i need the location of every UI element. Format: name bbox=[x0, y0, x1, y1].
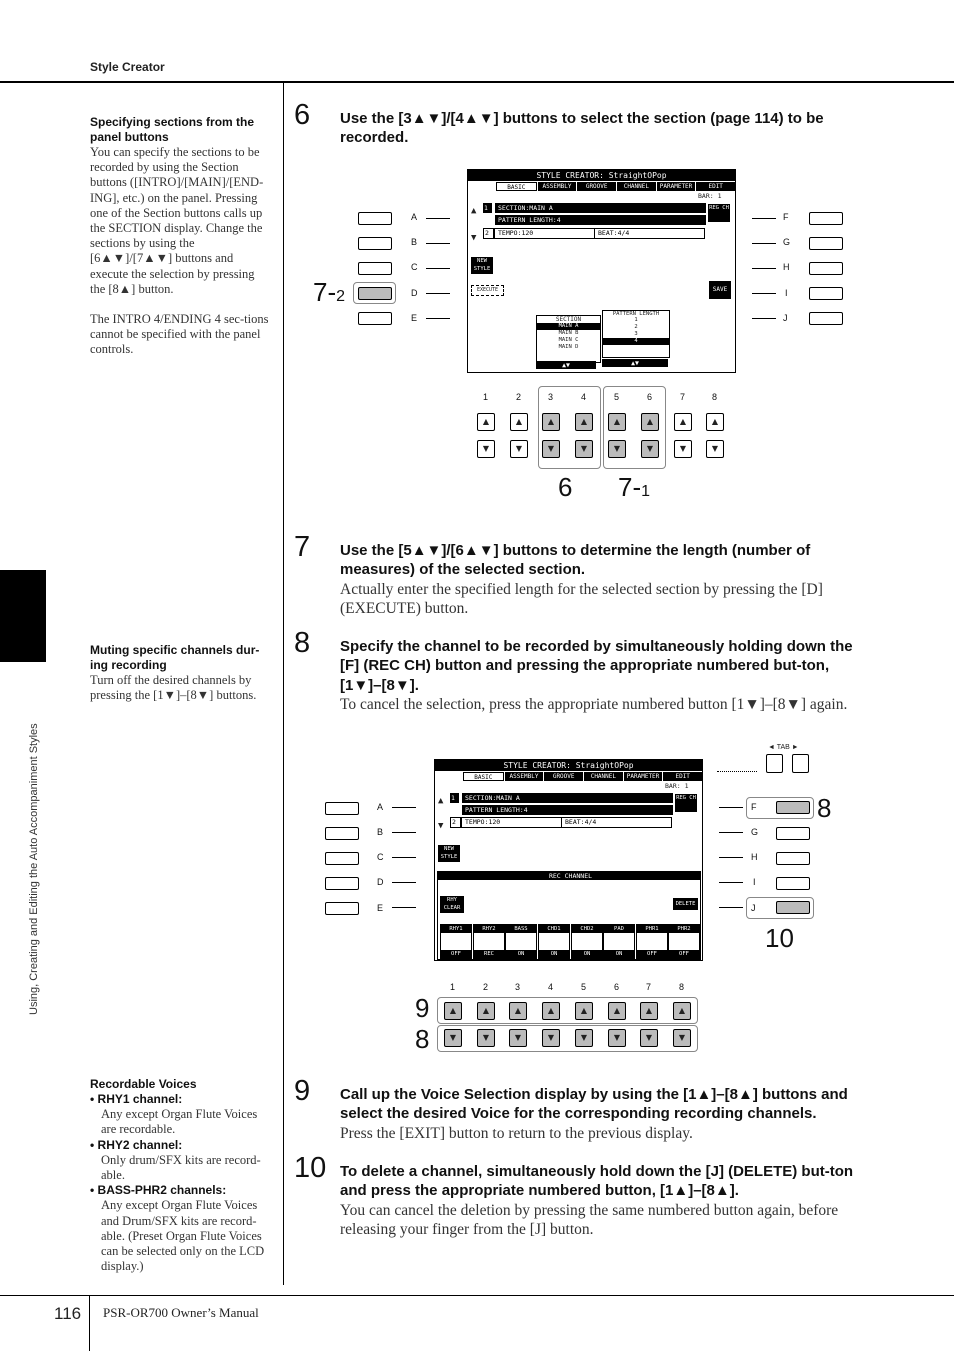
list-item[interactable]: 4 bbox=[603, 338, 669, 345]
button-g[interactable] bbox=[809, 237, 843, 250]
button-f[interactable] bbox=[809, 212, 843, 225]
tick bbox=[426, 243, 450, 244]
button-h[interactable] bbox=[809, 262, 843, 275]
list-item[interactable]: MAIN A bbox=[537, 323, 600, 330]
beat-field[interactable]: BEAT:4/4 bbox=[594, 228, 705, 239]
tick bbox=[426, 318, 450, 319]
pattern-length-field[interactable]: PATTERN LENGTH:4 bbox=[462, 805, 673, 815]
button-8-down[interactable]: ▼ bbox=[706, 440, 724, 458]
channel-rhy2[interactable]: RHY2 REC bbox=[473, 924, 505, 959]
new-style-button[interactable]: NEW STYLE bbox=[471, 257, 493, 274]
number-label: 1 bbox=[483, 392, 489, 402]
button-j[interactable] bbox=[776, 901, 810, 914]
tick bbox=[719, 807, 743, 808]
button-7-down[interactable]: ▼ bbox=[640, 1029, 658, 1047]
list-item[interactable]: 3 bbox=[634, 331, 638, 337]
label-e: E bbox=[377, 903, 384, 913]
number-label: 1 bbox=[450, 982, 456, 992]
step-number: 10 bbox=[294, 1152, 327, 1184]
button-1-down[interactable]: ▼ bbox=[477, 440, 495, 458]
footer-rule bbox=[0, 1295, 954, 1296]
button-h[interactable] bbox=[776, 852, 810, 865]
pattern-length-field[interactable]: PATTERN LENGTH:4 bbox=[495, 215, 706, 225]
down-arrow-icon: ▼ bbox=[471, 233, 477, 243]
label-d: D bbox=[377, 877, 384, 887]
button-e[interactable] bbox=[358, 312, 392, 325]
tick bbox=[392, 907, 416, 908]
tick bbox=[752, 243, 776, 244]
tick bbox=[752, 293, 776, 294]
callout-10: 10 bbox=[765, 923, 794, 953]
button-b[interactable] bbox=[325, 827, 359, 840]
section-list bbox=[536, 315, 601, 363]
button-a[interactable] bbox=[358, 212, 392, 225]
button-7-up[interactable]: ▲ bbox=[640, 1002, 658, 1020]
tab-basic[interactable]: BASIC bbox=[496, 182, 537, 191]
button-6-down[interactable]: ▼ bbox=[641, 440, 659, 458]
tab-channel[interactable]: CHANNEL bbox=[617, 182, 656, 191]
tab-edit[interactable]: EDIT bbox=[696, 182, 735, 191]
number-label: 3 bbox=[548, 392, 554, 402]
button-4-down[interactable]: ▼ bbox=[575, 440, 593, 458]
button-5-up[interactable]: ▲ bbox=[608, 413, 626, 431]
number-label: 5 bbox=[614, 392, 620, 402]
button-3-down[interactable]: ▼ bbox=[542, 440, 560, 458]
button-c[interactable] bbox=[358, 262, 392, 275]
button-5-down[interactable]: ▼ bbox=[575, 1029, 593, 1047]
section-list-title: SECTION bbox=[555, 316, 582, 323]
button-4-up[interactable]: ▲ bbox=[542, 1002, 560, 1020]
label-b: B bbox=[411, 237, 418, 247]
button-2-down[interactable]: ▼ bbox=[477, 1029, 495, 1047]
lcd-tab-bar bbox=[496, 182, 735, 191]
tick bbox=[392, 807, 416, 808]
side-note-recordable-voices bbox=[90, 1077, 272, 1274]
tick bbox=[426, 218, 450, 219]
section-field[interactable]: SECTION:MAIN A bbox=[462, 793, 673, 803]
button-e[interactable] bbox=[325, 902, 359, 915]
label-h: H bbox=[751, 852, 758, 862]
list-item[interactable]: 1 bbox=[634, 317, 638, 323]
button-d-highlight bbox=[353, 282, 396, 304]
step-number: 7 bbox=[294, 531, 311, 563]
list-item[interactable]: MAIN D bbox=[558, 344, 579, 350]
number-label: 5 bbox=[581, 982, 587, 992]
channel-phr2[interactable]: PHR2 OFF bbox=[668, 924, 700, 959]
list-item: • BASS-PHR2 channels: Any except Organ Flute Voices and Drum/SFX kits are record-able. (Preset Organ Flute Voices can be selected only on the LCD display.) bbox=[90, 1183, 265, 1274]
tick bbox=[392, 882, 416, 883]
row-number: 1 bbox=[450, 793, 459, 803]
lcd-title: STYLE CREATOR: StraightOPop bbox=[435, 760, 702, 771]
number-label: 2 bbox=[483, 982, 489, 992]
bar-counter: BAR: 1 bbox=[665, 782, 689, 790]
step-6: Use the [3▲▼]/[4▲▼] buttons to select the section (page 114) to be recorded. bbox=[340, 110, 824, 147]
note-body: Turn off the desired channels by pressing the [1▼]–[8▼] buttons. bbox=[90, 673, 257, 703]
step-7: Use the [5▲▼]/[6▲▼] buttons to determine the length (number of measures) of the selected section. Actually enter the specified length for the selected section by pressing the [D] (EXECUTE) button. bbox=[340, 542, 823, 617]
tab-edit[interactable]: EDIT bbox=[663, 772, 702, 781]
button-4-down[interactable]: ▼ bbox=[542, 1029, 560, 1047]
label-g: G bbox=[783, 237, 791, 247]
number-label: 2 bbox=[516, 392, 522, 402]
label-i: I bbox=[753, 877, 756, 887]
number-label: 6 bbox=[614, 982, 620, 992]
note-title: Specifying sections from the panel buttons bbox=[90, 115, 255, 144]
callout-7-2: 7-2 bbox=[313, 277, 346, 307]
reg-ch-button[interactable]: REG CH bbox=[675, 794, 697, 812]
button-5-down[interactable]: ▼ bbox=[608, 440, 626, 458]
number-label: 8 bbox=[712, 392, 718, 402]
button-2-down[interactable]: ▼ bbox=[510, 440, 528, 458]
callout-8: 8 bbox=[817, 793, 832, 823]
tick bbox=[752, 218, 776, 219]
chapter-title-vertical: Using, Creating and Editing the Auto Accompaniment Styles bbox=[28, 723, 40, 1015]
button-8-up[interactable]: ▲ bbox=[673, 1002, 691, 1020]
tab-basic[interactable]: BASIC bbox=[463, 772, 504, 781]
pattern-scroll-arrows[interactable]: ▲▼ bbox=[602, 359, 668, 367]
button-1-down[interactable]: ▼ bbox=[444, 1029, 462, 1047]
pattern-length-list bbox=[602, 310, 670, 358]
list-item: • RHY2 channel: Only drum/SFX kits are record-able. bbox=[90, 1137, 261, 1183]
lcd-style-creator-basic bbox=[467, 169, 736, 373]
button-d[interactable] bbox=[325, 877, 359, 890]
lcd-title: STYLE CREATOR: StraightOPop bbox=[468, 170, 735, 181]
tick bbox=[719, 907, 743, 908]
button-2-up[interactable]: ▲ bbox=[477, 1002, 495, 1020]
page-number: 116 bbox=[54, 1304, 82, 1323]
number-label: 8 bbox=[679, 982, 685, 992]
side-note-muting bbox=[90, 643, 272, 703]
row-number: 2 bbox=[450, 817, 461, 828]
tab-assembly[interactable]: ASSEMBLY bbox=[505, 772, 544, 781]
up-arrow-icon: ▲ bbox=[438, 796, 444, 806]
section-scroll-arrows[interactable]: ▲▼ bbox=[536, 361, 596, 369]
number-label: 6 bbox=[647, 392, 653, 402]
row-number: 2 bbox=[483, 228, 494, 239]
note-body: You can specify the sections to be recorded by using the Section buttons ([INTRO]/[MAIN]/[END-ING], etc.) on the panel. Pressing one of the Section buttons calls up the SECTION display. Change the sections by using the [6▲▼]/[7▲▼] buttons and execute the selection by pressing the [8▲] button. bbox=[90, 145, 264, 296]
new-style-button[interactable]: NEW STYLE bbox=[438, 845, 460, 862]
reg-ch-button[interactable]: REG CH bbox=[708, 204, 730, 222]
button-2-up[interactable]: ▲ bbox=[510, 413, 528, 431]
tab-groove[interactable]: GROOVE bbox=[577, 182, 616, 191]
label-a: A bbox=[377, 802, 384, 812]
list-item[interactable]: MAIN C bbox=[558, 337, 579, 343]
channel-rhy1[interactable]: RHY1 OFF bbox=[440, 924, 472, 959]
button-1-up[interactable]: ▲ bbox=[444, 1002, 462, 1020]
button-7-up[interactable]: ▲ bbox=[674, 413, 692, 431]
label-a: A bbox=[411, 212, 418, 222]
running-header: Style Creator bbox=[90, 60, 165, 74]
manual-title: PSR-OR700 Owner’s Manual bbox=[103, 1305, 259, 1320]
channel-chd1[interactable]: CHD1 ON bbox=[538, 924, 570, 959]
tab-right-button[interactable] bbox=[792, 754, 809, 773]
button-8-down[interactable]: ▼ bbox=[673, 1029, 691, 1047]
tempo-field[interactable]: TEMPO:120 bbox=[494, 228, 597, 239]
dotted-leader bbox=[717, 771, 757, 772]
number-label: 7 bbox=[680, 392, 686, 402]
down-arrow-icon: ▼ bbox=[438, 821, 444, 831]
step-9: Call up the Voice Selection display by using the [1▲]–[8▲] buttons and select the desired Voice for the corresponding recording channels. Press the [EXIT] button to return to the previous display. bbox=[340, 1086, 848, 1142]
save-button[interactable]: SAVE bbox=[709, 281, 731, 299]
number-label: 4 bbox=[548, 982, 554, 992]
step-8: Specify the channel to be recorded by simultaneously holding down the [F] (REC CH) button and pressing the appropriate numbered but-ton, [1▼]–[8▼]. To cancel the selection, press the appropriate numbered button [1▼]–[8▼] again. bbox=[340, 638, 853, 713]
label-h: H bbox=[783, 262, 790, 272]
rec-channel-title: REC CHANNEL bbox=[438, 872, 700, 880]
button-5-up[interactable]: ▲ bbox=[575, 1002, 593, 1020]
label-f: F bbox=[783, 212, 789, 222]
chapter-tab bbox=[0, 570, 46, 662]
tick bbox=[719, 882, 743, 883]
button-i[interactable] bbox=[809, 287, 843, 300]
button-1-up[interactable]: ▲ bbox=[477, 413, 495, 431]
callout-8-down: 8 bbox=[415, 1024, 430, 1054]
tick bbox=[426, 268, 450, 269]
button-a[interactable] bbox=[325, 802, 359, 815]
button-6-up[interactable]: ▲ bbox=[641, 413, 659, 431]
button-6-down[interactable]: ▼ bbox=[608, 1029, 626, 1047]
number-label: 3 bbox=[515, 982, 521, 992]
label-j: J bbox=[751, 903, 756, 913]
button-3-up[interactable]: ▲ bbox=[509, 1002, 527, 1020]
note-title: Recordable Voices bbox=[90, 1077, 197, 1091]
button-6-up[interactable]: ▲ bbox=[608, 1002, 626, 1020]
number-label: 4 bbox=[581, 392, 587, 402]
tick bbox=[392, 832, 416, 833]
label-j: J bbox=[783, 313, 788, 323]
button-f[interactable] bbox=[776, 801, 810, 814]
rec-channel-panel bbox=[437, 871, 701, 960]
step-number: 8 bbox=[294, 627, 311, 659]
button-8-up[interactable]: ▲ bbox=[706, 413, 724, 431]
tab-groove[interactable]: GROOVE bbox=[544, 772, 583, 781]
channel-bass[interactable]: BASS ON bbox=[505, 924, 537, 959]
tab-channel[interactable]: CHANNEL bbox=[584, 772, 623, 781]
header-rule bbox=[0, 81, 954, 83]
tab-parameter[interactable]: PARAMETER bbox=[624, 772, 663, 781]
tab-assembly[interactable]: ASSEMBLY bbox=[538, 182, 577, 191]
section-field[interactable]: SECTION:MAIN A bbox=[495, 203, 706, 213]
side-note-sections bbox=[90, 115, 272, 358]
button-3-up[interactable]: ▲ bbox=[542, 413, 560, 431]
tab-left-button[interactable] bbox=[766, 754, 783, 773]
list-item[interactable]: 2 bbox=[634, 324, 638, 330]
callout-6: 6 bbox=[558, 472, 573, 502]
step-number: 6 bbox=[294, 99, 311, 131]
delete-button[interactable]: DELETE bbox=[673, 898, 698, 910]
row-number: 1 bbox=[483, 203, 492, 213]
list-item[interactable]: MAIN B bbox=[558, 330, 579, 336]
button-j[interactable] bbox=[809, 312, 843, 325]
note-title: Muting specific channels dur-ing recording bbox=[90, 643, 260, 672]
label-f: F bbox=[751, 802, 757, 812]
label-b: B bbox=[377, 827, 384, 837]
tick bbox=[426, 293, 450, 294]
rhy-clear-button[interactable]: RHY CLEAR bbox=[440, 896, 464, 913]
lcd-tab-bar bbox=[463, 772, 702, 781]
tick bbox=[752, 318, 776, 319]
pattern-list-title: PATTERN LENGTH bbox=[612, 311, 660, 317]
label-c: C bbox=[377, 852, 384, 862]
tick bbox=[392, 857, 416, 858]
channel-pad[interactable]: PAD ON bbox=[603, 924, 635, 959]
label-g: G bbox=[751, 827, 759, 837]
tempo-field[interactable]: TEMPO:120 bbox=[461, 817, 564, 828]
execute-button[interactable]: EXECUTE bbox=[471, 285, 504, 296]
button-c[interactable] bbox=[325, 852, 359, 865]
footer-divider bbox=[89, 1295, 90, 1351]
list-item: • RHY1 channel: Any except Organ Flute Voices are recordable. bbox=[90, 1092, 258, 1137]
note-extra: The INTRO 4/ENDING 4 sec-tions cannot be specified with the panel controls. bbox=[90, 312, 269, 357]
tick bbox=[719, 857, 743, 858]
button-i[interactable] bbox=[776, 877, 810, 890]
number-label: 7 bbox=[646, 982, 652, 992]
label-e: E bbox=[411, 313, 418, 323]
button-b[interactable] bbox=[358, 237, 392, 250]
channel-phr1[interactable]: PHR1 OFF bbox=[636, 924, 668, 959]
button-7-down[interactable]: ▼ bbox=[674, 440, 692, 458]
button-g[interactable] bbox=[776, 827, 810, 840]
callout-9: 9 bbox=[415, 993, 430, 1023]
step-number: 9 bbox=[294, 1075, 311, 1107]
tick bbox=[752, 268, 776, 269]
tick bbox=[719, 832, 743, 833]
callout-7-1: 7-1 bbox=[618, 472, 651, 502]
lcd-style-creator-rec-channel bbox=[434, 759, 703, 961]
label-c: C bbox=[411, 262, 418, 272]
step-10: To delete a channel, simultaneously hold down the [J] (DELETE) but-ton and press the appropriate numbered button, [1▲]–[8▲]. You can cancel the deletion by pressing the same numbered button again, before releasing your finger from the [J] button. bbox=[340, 1163, 854, 1238]
label-d: D bbox=[411, 288, 418, 298]
bar-counter: BAR: 1 bbox=[698, 192, 722, 200]
beat-field[interactable]: BEAT:4/4 bbox=[561, 817, 672, 828]
tab-label: ◄ TAB ► bbox=[768, 744, 799, 751]
label-i: I bbox=[785, 288, 788, 298]
channel-chd2[interactable]: CHD2 ON bbox=[571, 924, 603, 959]
button-4-up[interactable]: ▲ bbox=[575, 413, 593, 431]
column-divider bbox=[283, 82, 284, 1285]
up-arrow-icon: ▲ bbox=[471, 206, 477, 216]
button-3-down[interactable]: ▼ bbox=[509, 1029, 527, 1047]
tab-parameter[interactable]: PARAMETER bbox=[657, 182, 696, 191]
